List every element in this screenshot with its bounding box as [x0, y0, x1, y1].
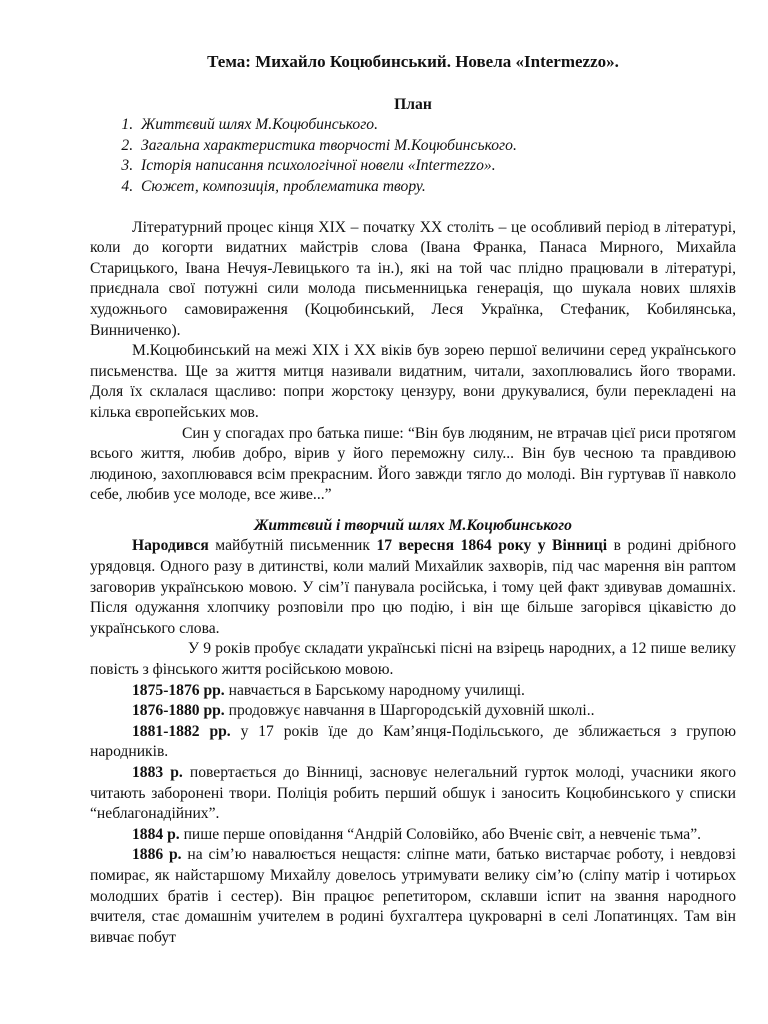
section-heading: Життєвий і творчий шлях М.Коцюбинського: [254, 516, 572, 534]
born-rest: в родині дрібного урядовця. Одного разу в дитинстві, коли малий Михайлик захворів, під час марення він раптом заговорив українською мовою. У сім’ї панувала російська, і тому цей факт здивував домашніх. Після одужання хлопчику розповіли про цю подію, і він ще більше загорівся цікавістю до українського слова.: [90, 537, 737, 637]
born-lead: Народився: [132, 537, 209, 555]
born-date: 17 вересня 1864 року у Вінниці: [376, 537, 608, 555]
plan-list: [90, 115, 736, 197]
event-paragraph: [90, 701, 736, 722]
intro-paragraph: Літературний процес кінця XIX – початку XX століть – це особливий період в літературі, коли до когорти видатних майстрів слова (Івана Франка, Панаса Мирного, Михайла Старицького, Івана Нечуя-Левицького та ін.), які на той час плідно працювали в літературі, приєднала свої потужні сили молода письменницька генерація, що шукала нових шляхів художнього самовираження (Коцюбинський, Леся Українка, Стефаник, Кобилянська, Винниченко).: [90, 218, 736, 339]
event-paragraph: [90, 722, 736, 763]
plan-item: 2. Загальна характеристика творчості М.Коцюбинського.: [137, 136, 736, 157]
spacer: [90, 198, 736, 218]
plan-item: 3. Історія написання психологічної новели «Intermezzo».: [137, 156, 736, 177]
intro-paragraph: М.Коцюбинський на межі XIX і XX віків був зорею першої величини серед українського письменства. Ще за життя митця називали видатним, читали, захоплювались його творами. Доля їх склалася щасливо: попри жорстоку цензуру, вони друкувалися, були перекладені на кілька європейських мов.: [90, 342, 736, 421]
event-year: 1886 р.: [132, 846, 182, 864]
event-text: повертається до Вінниці, засновує нелегальний гурток молоді, учасники якого читають заборонені твори. Поліція робить перший обшук і заносить Коцюбинського у списки “неблагонадійних”.: [90, 764, 736, 823]
born-paragraph: [90, 536, 736, 639]
plan-item: 1. Життєвий шлях М.Коцюбинського.: [137, 115, 736, 136]
event-year: 1881-1882 рр.: [132, 722, 231, 740]
event-year: 1876-1880 рр.: [132, 702, 225, 720]
event-year: 1883 р.: [132, 764, 183, 781]
plan-item: 4. Сюжет, композиція, проблематика твору.: [137, 177, 736, 198]
event-paragraph: [90, 681, 736, 702]
document-page: [90, 52, 736, 948]
event-text: навчається в Барському народному училищі.: [224, 681, 525, 699]
event-paragraph: [90, 845, 736, 948]
event-year: 1875-1876 рр.: [132, 681, 225, 699]
plan-heading: План: [394, 95, 432, 113]
event-text: на сім’ю навалюється нещастя: сліпне мати, батько вистарчає роботу, і невдовзі помирає, як найстаршому Михайлу довелось утримувати велику сім’ю (сліпу матір і чотирьох молодших братів і сестер). Він працює репетитором, склавши іспит на звання народного вчителя, стає домашнім учителем в родині бухгалтера цукроварні в селі Лопатинцях. Там він вивчає побут: [90, 846, 736, 946]
age9-paragraph: У 9 років пробує складати українські пісні на взірець народних, а 12 пише велику повість з фінського життя російською мовою.: [90, 640, 736, 679]
born-mid: майбутній письменник: [208, 537, 377, 555]
event-text: у 17 років їде до Кам’янця-Подільського, де зближається з групою народників.: [90, 722, 736, 761]
page-title: Тема: Михайло Коцюбинський. Новела «Intermezzo».: [207, 52, 619, 71]
event-text: пише перше оповідання “Андрій Соловійко, або Вченіє світ, а невченіє тьма”.: [179, 825, 702, 843]
intro-quote-paragraph: Син у спогадах про батька пише: “Він був людяним, не втрачав цієї риси протягом всього життя, любив добро, вірив у його переможну силу... Він був чесною та правдивою людиною, захоплювався всім прекрасним. Його завжди тягло до молоді. Він гуртував її навколо себе, любив усе молоде, все живе...”: [90, 424, 736, 504]
event-year: 1884 р.: [132, 825, 180, 843]
event-paragraph: [90, 825, 736, 846]
event-text: продовжує навчання в Шаргородській духовній школі..: [224, 702, 595, 720]
event-paragraph: [90, 763, 736, 825]
